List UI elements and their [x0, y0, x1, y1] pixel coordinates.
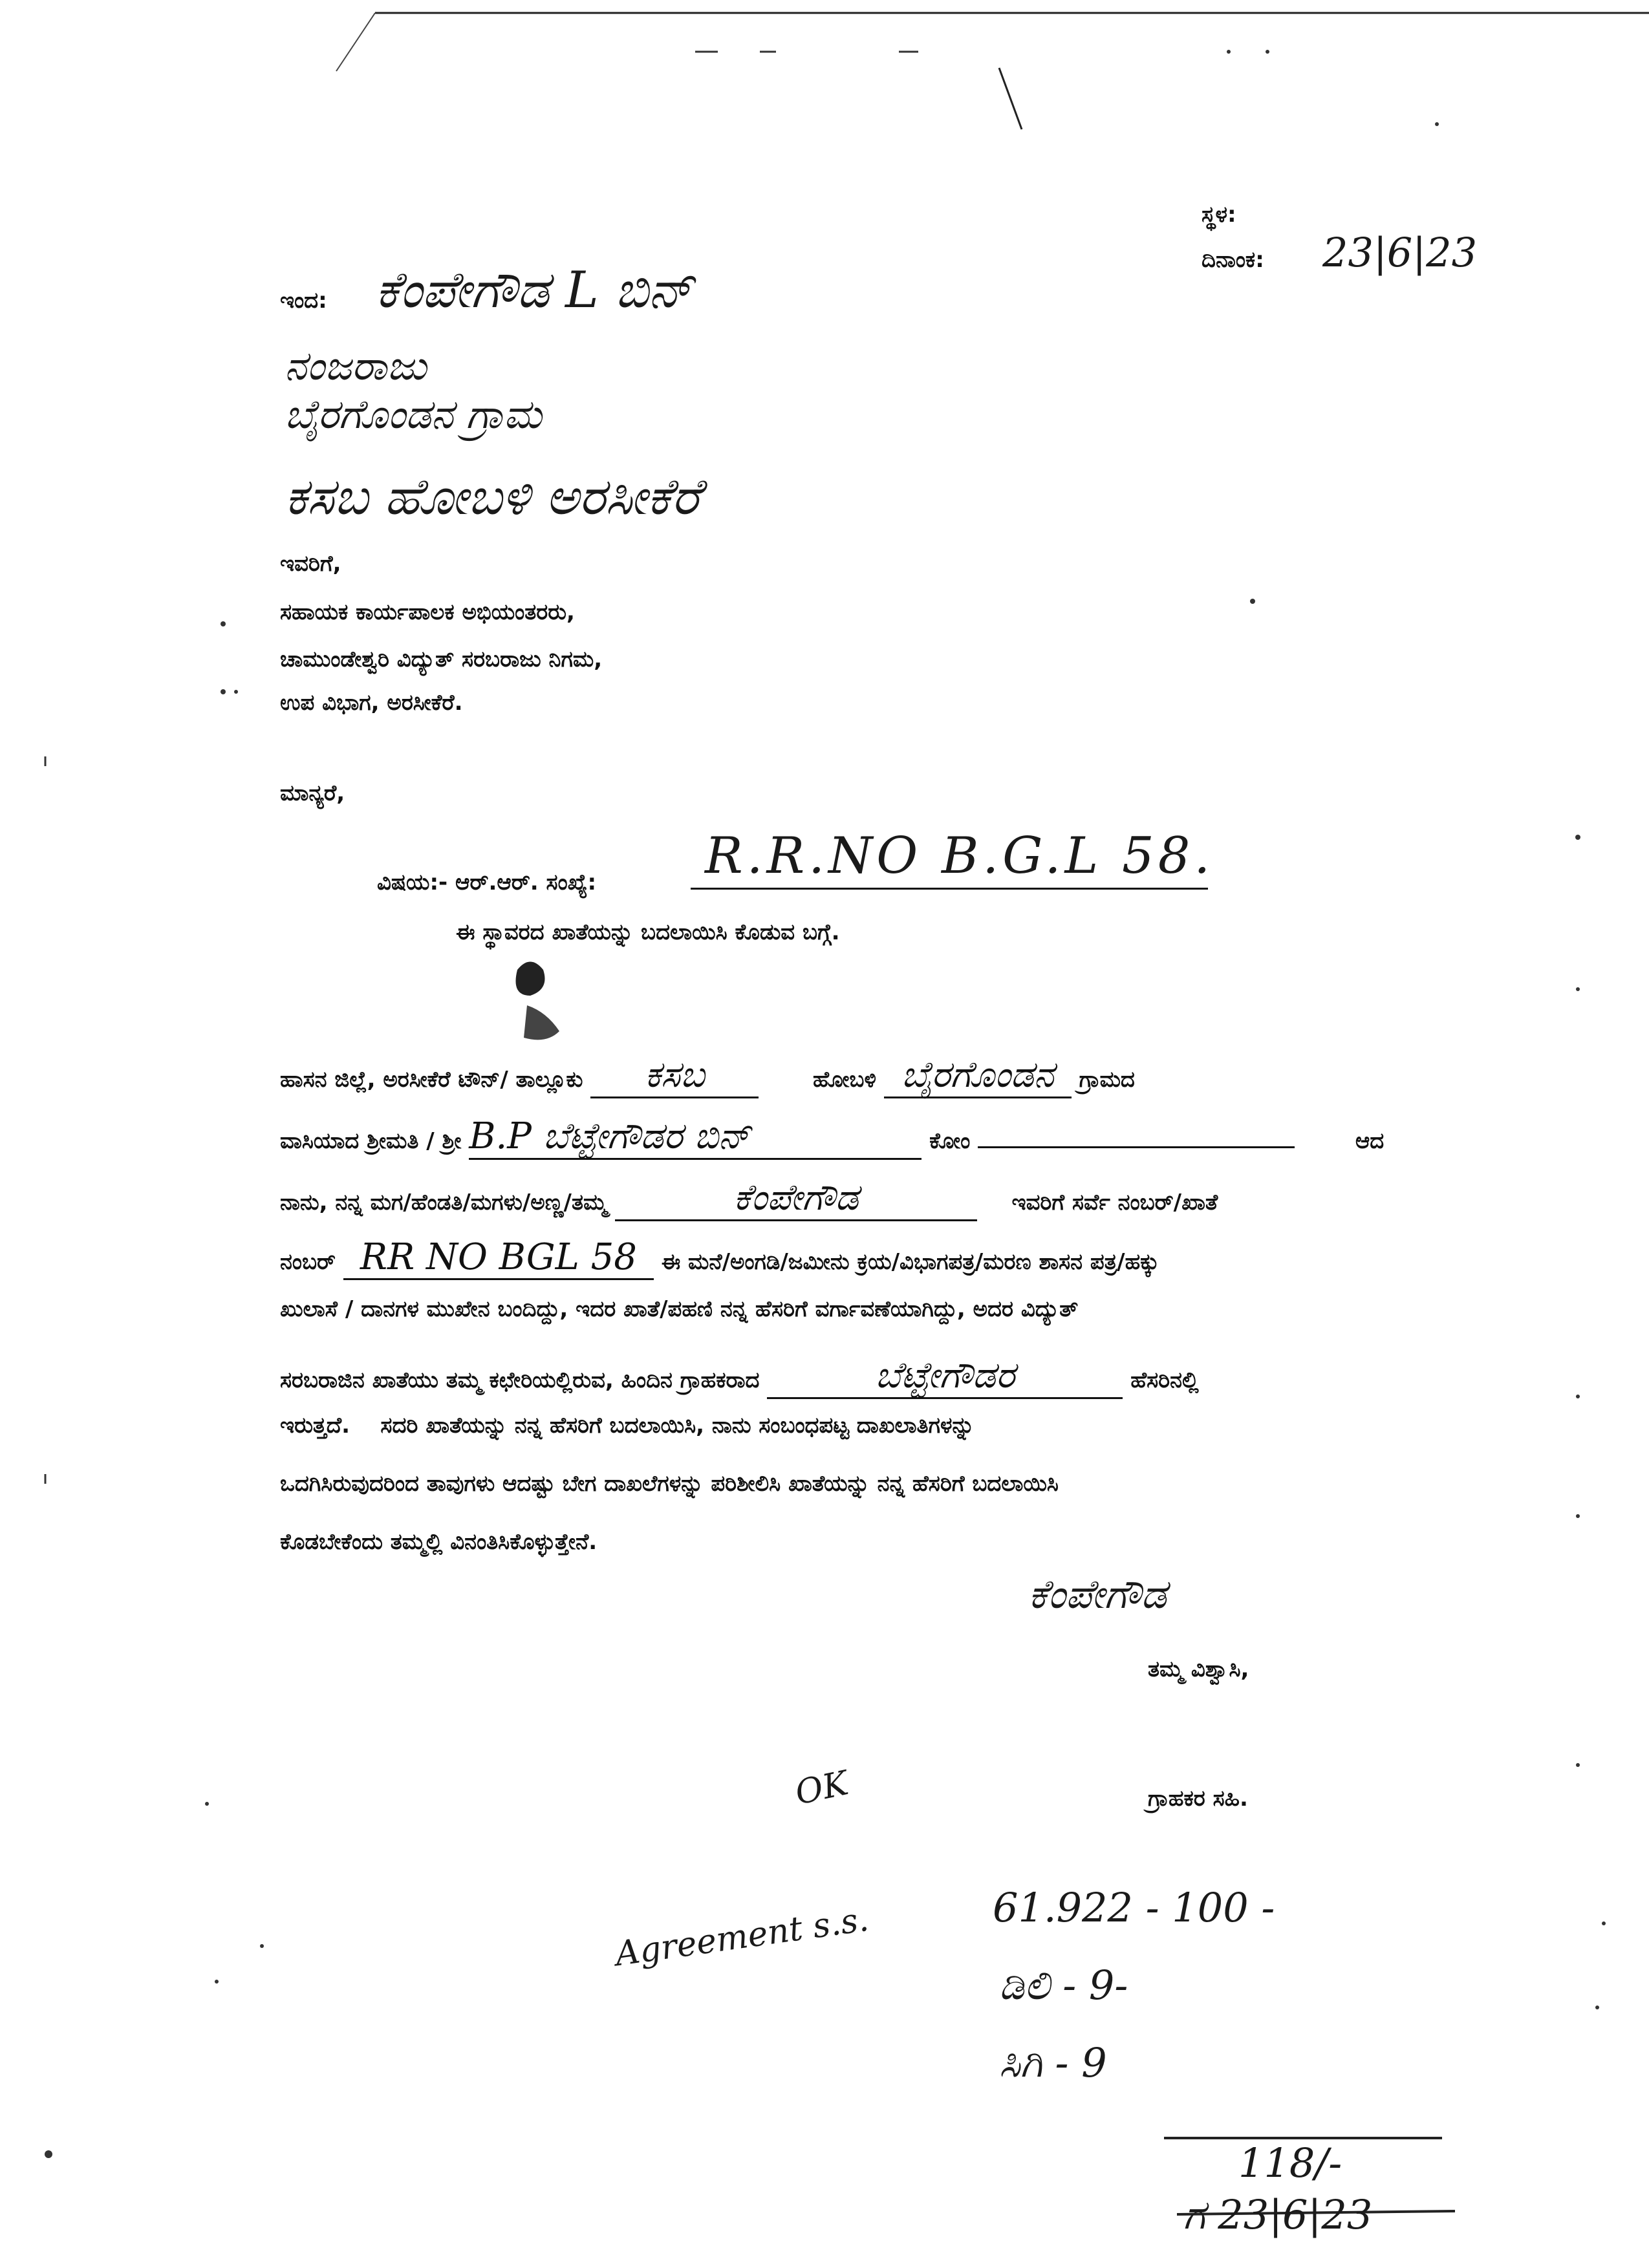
body-line-8: ಒದಗಿಸಿರುವುದರಿಂದ ತಾವುಗಳು ಆದಷ್ಟು ಬೇಗ ದಾಖಲೆಗಳನ್ನು ಪರಿಶೀಲಿಸಿ ಖಾತೆಯನ್ನು ನನ್ನ ಹೆಸರಿಗೆ ಬದಲಾಯಿಸಿ [280, 1471, 1059, 1497]
body-l6-a: ಸರಬರಾಜಿನ ಖಾತೆಯು ತಮ್ಮ ಕಛೇರಿಯಲ್ಲಿರುವ, ಹಿಂದಿನ ಗ್ರಾಹಕರಾದ [280, 1367, 760, 1393]
date-label: ದಿನಾಂಕ: [1202, 247, 1264, 273]
taluk-value: ಕಸಬ [590, 1054, 759, 1098]
from-line-4: ಕಸಬ ಹೋಬಳಿ ಅರಸೀಕೆರೆ [285, 468, 700, 526]
former-customer-name: B.P ಬೆಟ್ಟೇಗೌಡರ ಬಿನ್ [469, 1115, 921, 1160]
body-l6-b: ಹೆಸರಿನಲ್ಲಿ [1130, 1367, 1199, 1393]
fee-row-1: 61.922 - 100 - [993, 1884, 1275, 1931]
to-line-1: ಇವರಿಗೆ, [280, 551, 341, 577]
hobli-value: ಬೈರಗೊಂಡನ [884, 1054, 1072, 1098]
from-line-2: ನಂಜರಾಜು [285, 342, 427, 389]
body-l3-a: ನಾನು, ನನ್ನ ಮಗ/ಹೆಂಡತಿ/ಮಗಳು/ಅಣ್ಣ/ತಮ್ಮ [280, 1190, 607, 1215]
from-label: ಇಂದ: [280, 288, 327, 314]
applicant-signature: ಕೆಂಪೇಗೌಡ [1028, 1570, 1167, 1618]
body-l1-a: ಹಾಸನ ಜಿಲ್ಲೆ, ಅರಸೀಕೆರೆ ಟೌನ್/ ತಾಲ್ಲೂಕು [280, 1067, 583, 1093]
from-line-1: ಕೆಂಪೇಗೌಡ L ಬಿನ್ [375, 261, 693, 319]
body-line-2 [280, 1115, 1489, 1160]
date-value: 23|6|23 [1322, 229, 1478, 276]
to-line-2: ಸಹಾಯಕ ಕಾರ್ಯಪಾಲಕ ಅಭಿಯಂತರರು, [280, 599, 575, 625]
body-l2-b: ಕೋಂ [929, 1128, 971, 1154]
to-line-4: ಉಪ ವಿಭಾಗ, ಅರಸೀಕೆರೆ. [280, 690, 463, 716]
closing-text: ತಮ್ಮ ವಿಶ್ವಾಸಿ, [1148, 1656, 1249, 1682]
body-line-4 [280, 1236, 1489, 1280]
body-l1-c: ಗ್ರಾಮದ [1079, 1067, 1135, 1093]
fee-row-3: ಸಿಗಿ - 9 [999, 2039, 1107, 2086]
relative-name: ಕೆಂಪೇಗೌಡ [615, 1177, 977, 1221]
body-l4-b: ಈ ಮನೆ/ಅಂಗಡಿ/ಜಮೀನು ಕ್ರಯ/ವಿಭಾಗಪತ್ರ/ಮರಣ ಶಾಸನ ಪತ್ರ/ಹಕ್ಕು [661, 1249, 1159, 1275]
body-l3-b: ಇವರಿಗೆ ಸರ್ವೆ ನಂಬರ್/ಖಾತೆ [1011, 1190, 1218, 1215]
body-line-6 [280, 1354, 1489, 1399]
to-line-3: ಚಾಮುಂಡೇಶ್ವರಿ ವಿದ್ಯುತ್ ಸರಬರಾಜು ನಿಗಮ, [280, 647, 603, 672]
fee-total: 118/- [1238, 2139, 1342, 2187]
from-line-3: ಬೈರಗೊಂಡನ ಗ್ರಾಮ [285, 390, 542, 438]
account-number: RR NO BGL 58 [343, 1236, 654, 1280]
subject-rr-number: R.R.NO B.G.L 58. [705, 827, 1214, 885]
salutation: ಮಾನ್ಯರೆ, [280, 780, 345, 806]
previous-customer-name: ಬೆಟ್ಟೇಗೌಡರ [767, 1354, 1123, 1399]
body-line-3 [280, 1177, 1489, 1221]
body-line-1 [280, 1054, 1489, 1098]
agreement-note: Agreement s.s. [612, 1899, 871, 1974]
customer-signature-label: ಗ್ರಾಹಕರ ಸಹಿ. [1148, 1786, 1248, 1812]
fee-row-2: ಡಿಲಿ - 9- [999, 1962, 1128, 2009]
blank-field [978, 1146, 1295, 1148]
body-l1-b: ಹೋಬಳಿ [813, 1067, 876, 1093]
body-l2-c: ಆದ [1355, 1128, 1385, 1154]
subject-label: ವಿಷಯ:- ಆರ್.ಆರ್. ಸಂಖ್ಯೆ: [377, 870, 597, 895]
place-label: ಸ್ಥಳ: [1202, 202, 1236, 228]
body-l4-a: ನಂಬರ್ [280, 1249, 336, 1275]
officer-initial-date: ಗ 23|6|23 [1183, 2191, 1373, 2238]
body-l2-a: ವಾಸಿಯಾದ ಶ್ರೀಮತಿ / ಶ್ರೀ [280, 1128, 462, 1154]
ok-mark: OK [792, 1764, 852, 1813]
body-line-7: ಇರುತ್ತದೆ. ಸದರಿ ಖಾತೆಯನ್ನು ನನ್ನ ಹೆಸರಿಗೆ ಬದಲಾಯಿಸಿ, ನಾನು ಸಂಬಂಧಪಟ್ಟ ದಾಖಲಾತಿಗಳನ್ನು [280, 1413, 975, 1439]
body-line-5: ಖುಲಾಸೆ / ದಾನಗಳ ಮುಖೇನ ಬಂದಿದ್ದು, ಇದರ ಖಾತೆ/ಪಹಣಿ ನನ್ನ ಹೆಸರಿಗೆ ವರ್ಗಾವಣೆಯಾಗಿದ್ದು, ಅದರ ವಿದ್ಯುತ್ [280, 1296, 1079, 1322]
subject-line-2: ಈ ಸ್ಥಾವರದ ಖಾತೆಯನ್ನು ಬದಲಾಯಿಸಿ ಕೊಡುವ ಬಗ್ಗೆ. [456, 919, 840, 945]
subject-underline [691, 888, 1208, 890]
body-line-9: ಕೊಡಬೇಕೆಂದು ತಮ್ಮಲ್ಲಿ ವಿನಂತಿಸಿಕೊಳ್ಳುತ್ತೇನೆ. [280, 1529, 598, 1555]
